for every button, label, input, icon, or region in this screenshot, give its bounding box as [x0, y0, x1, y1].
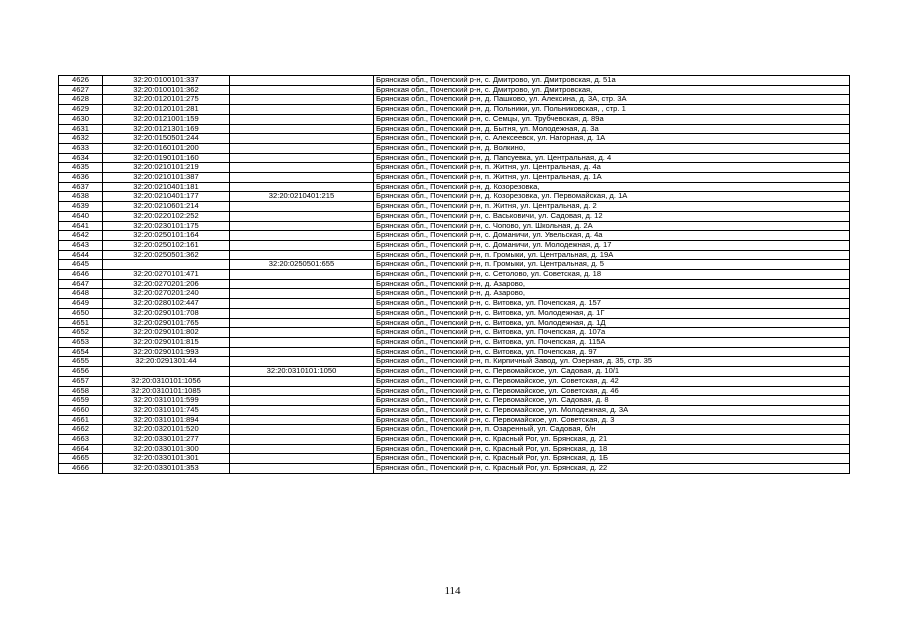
address-cell: Брянская обл., Почепский р-н, д. Папсуевка, ул. Центральная, д. 4 [374, 153, 850, 163]
table-row [59, 376, 850, 386]
table-row [59, 270, 850, 280]
row-number-cell: 4628 [59, 95, 103, 105]
address-cell: Брянская обл., Почепский р-н, с. Витовка, ул. Почепская, д. 97 [374, 347, 850, 357]
address-cell: Брянская обл., Почепский р-н, с. Алексеевск, ул. Нагорная, д. 1А [374, 134, 850, 144]
table-row [59, 105, 850, 115]
row-number-cell: 4664 [59, 444, 103, 454]
address-cell: Брянская обл., Почепский р-н, п. Житня, ул. Центральная, д. 1А [374, 173, 850, 183]
table-row [59, 337, 850, 347]
cadastral-number-cell: 32:20:0250102:161 [103, 240, 230, 250]
cadastral-number-cell: 32:20:0270201:206 [103, 279, 230, 289]
cadastral-number-cell: 32:20:0290101:765 [103, 318, 230, 328]
address-cell: Брянская обл., Почепский р-н, п. Житня, ул. Центральная, д. 4а [374, 163, 850, 173]
row-number-cell: 4633 [59, 143, 103, 153]
related-cadastral-number-cell [230, 95, 374, 105]
cadastral-number-cell: 32:20:0250501:362 [103, 250, 230, 260]
table-row [59, 240, 850, 250]
related-cadastral-number-cell [230, 347, 374, 357]
cadastral-number-cell: 32:20:0120101:281 [103, 105, 230, 115]
table-row [59, 347, 850, 357]
row-number-cell: 4640 [59, 211, 103, 221]
related-cadastral-number-cell [230, 386, 374, 396]
row-number-cell: 4635 [59, 163, 103, 173]
cadastral-number-cell: 32:20:0121301:169 [103, 124, 230, 134]
address-cell: Брянская обл., Почепский р-н, п. Озаренный, ул. Садовая, б/н [374, 425, 850, 435]
row-number-cell: 4629 [59, 105, 103, 115]
cadastral-number-cell: 32:20:0310101:1056 [103, 376, 230, 386]
table-row [59, 425, 850, 435]
row-number-cell: 4656 [59, 367, 103, 377]
related-cadastral-number-cell [230, 124, 374, 134]
cadastral-number-cell: 32:20:0330101:301 [103, 454, 230, 464]
table-row [59, 308, 850, 318]
related-cadastral-number-cell [230, 308, 374, 318]
cadastral-number-cell: 32:20:0290101:802 [103, 328, 230, 338]
row-number-cell: 4632 [59, 134, 103, 144]
row-number-cell: 4647 [59, 279, 103, 289]
row-number-cell: 4648 [59, 289, 103, 299]
row-number-cell: 4636 [59, 173, 103, 183]
row-number-cell: 4642 [59, 231, 103, 241]
table-row [59, 211, 850, 221]
address-cell: Брянская обл., Почепский р-н, д. Польники, ул. Польниковская, , стр. 1 [374, 105, 850, 115]
address-cell: Брянская обл., Почепский р-н, п. Житня, ул. Центральная, д. 2 [374, 202, 850, 212]
address-cell: Брянская обл., Почепский р-н, д. Азарово, [374, 289, 850, 299]
related-cadastral-number-cell [230, 153, 374, 163]
address-cell: Брянская обл., Почепский р-н, с. Красный Рог, ул. Брянская, д. 22 [374, 464, 850, 474]
row-number-cell: 4658 [59, 386, 103, 396]
related-cadastral-number-cell [230, 114, 374, 124]
row-number-cell: 4655 [59, 357, 103, 367]
address-cell: Брянская обл., Почепский р-н, с. Васьковичи, ул. Садовая, д. 12 [374, 211, 850, 221]
related-cadastral-number-cell [230, 240, 374, 250]
address-cell: Брянская обл., Почепский р-н, с. Первомайское, ул. Советская, д. 3 [374, 415, 850, 425]
related-cadastral-number-cell [230, 444, 374, 454]
cadastral-number-cell: 32:20:0100101:337 [103, 76, 230, 86]
address-cell: Брянская обл., Почепский р-н, с. Сетолово, ул. Советская, д. 18 [374, 270, 850, 280]
cadastral-number-cell: 32:20:0270101:471 [103, 270, 230, 280]
cadastral-number-cell: 32:20:0330101:277 [103, 435, 230, 445]
table-row [59, 153, 850, 163]
address-cell: Брянская обл., Почепский р-н, с. Витовка, ул. Молодежная, д. 1Г [374, 308, 850, 318]
cadastral-number-cell: 32:20:0310101:745 [103, 405, 230, 415]
cadastral-number-cell: 32:20:0270201:240 [103, 289, 230, 299]
address-cell: Брянская обл., Почепский р-н, с. Красный Рог, ул. Брянская, д. 18 [374, 444, 850, 454]
related-cadastral-number-cell [230, 173, 374, 183]
cadastral-number-cell: 32:20:0290101:708 [103, 308, 230, 318]
table-row [59, 464, 850, 474]
row-number-cell: 4665 [59, 454, 103, 464]
table-row [59, 405, 850, 415]
related-cadastral-number-cell [230, 396, 374, 406]
related-cadastral-number-cell [230, 299, 374, 309]
cadastral-number-cell: 32:20:0330101:300 [103, 444, 230, 454]
table-row [59, 289, 850, 299]
table-row [59, 328, 850, 338]
cadastral-number-cell: 32:20:0310101:894 [103, 415, 230, 425]
cadastral-number-cell: 32:20:0120101:275 [103, 95, 230, 105]
row-number-cell: 4662 [59, 425, 103, 435]
table-row [59, 231, 850, 241]
cadastral-number-cell: 32:20:0330101:353 [103, 464, 230, 474]
table-row [59, 192, 850, 202]
related-cadastral-number-cell [230, 105, 374, 115]
cadastral-number-cell: 32:20:0210401:177 [103, 192, 230, 202]
related-cadastral-number-cell [230, 85, 374, 95]
related-cadastral-number-cell [230, 163, 374, 173]
cadastral-number-cell: 32:20:0290101:815 [103, 337, 230, 347]
cadastral-number-cell: 32:20:0290101:993 [103, 347, 230, 357]
related-cadastral-number-cell [230, 328, 374, 338]
table-row [59, 221, 850, 231]
row-number-cell: 4650 [59, 308, 103, 318]
address-cell: Брянская обл., Почепский р-н, с. Красный Рог, ул. Брянская, д. 1Б [374, 454, 850, 464]
cadastral-number-cell: 32:20:0160101:200 [103, 143, 230, 153]
related-cadastral-number-cell [230, 134, 374, 144]
related-cadastral-number-cell: 32:20:0310101:1050 [230, 367, 374, 377]
address-cell: Брянская обл., Почепский р-н, д. Бытня, ул. Молодежная, д. 3а [374, 124, 850, 134]
row-number-cell: 4626 [59, 76, 103, 86]
table-row [59, 163, 850, 173]
address-cell: Брянская обл., Почепский р-н, с. Семцы, ул. Трубчевская, д. 89а [374, 114, 850, 124]
table-row [59, 367, 850, 377]
table-row [59, 396, 850, 406]
address-cell: Брянская обл., Почепский р-н, с. Витовка, ул. Почепская, д. 157 [374, 299, 850, 309]
cadastral-number-cell: 32:20:0190101:160 [103, 153, 230, 163]
table-row [59, 134, 850, 144]
address-cell: Брянская обл., Почепский р-н, с. Первомайское, ул. Садовая, д. 8 [374, 396, 850, 406]
table-row [59, 357, 850, 367]
table-row [59, 114, 850, 124]
address-cell: Брянская обл., Почепский р-н, с. Первомайское, ул. Советская, д. 46 [374, 386, 850, 396]
row-number-cell: 4639 [59, 202, 103, 212]
related-cadastral-number-cell [230, 279, 374, 289]
address-cell: Брянская обл., Почепский р-н, д. Волкино, [374, 143, 850, 153]
row-number-cell: 4630 [59, 114, 103, 124]
related-cadastral-number-cell [230, 357, 374, 367]
row-number-cell: 4651 [59, 318, 103, 328]
table-row [59, 202, 850, 212]
table-row [59, 435, 850, 445]
cadastral-number-cell: 32:20:0250101:164 [103, 231, 230, 241]
cadastral-number-cell: 32:20:0310101:1085 [103, 386, 230, 396]
address-cell: Брянская обл., Почепский р-н, с. Витовка, ул. Почепская, д. 107а [374, 328, 850, 338]
row-number-cell: 4645 [59, 260, 103, 270]
table-row [59, 299, 850, 309]
row-number-cell: 4637 [59, 182, 103, 192]
address-cell: Брянская обл., Почепский р-н, с. Чопово, ул. Школьная, д. 2А [374, 221, 850, 231]
address-cell: Брянская обл., Почепский р-н, д. Козорезовка, [374, 182, 850, 192]
row-number-cell: 4627 [59, 85, 103, 95]
row-number-cell: 4641 [59, 221, 103, 231]
table-row [59, 95, 850, 105]
table-row [59, 173, 850, 183]
address-cell: Брянская обл., Почепский р-н, с. Дмитрово, ул. Дмитровская, д. 51а [374, 76, 850, 86]
table-row [59, 444, 850, 454]
cadastral-number-cell: 32:20:0100101:362 [103, 85, 230, 95]
cadastral-number-cell [103, 260, 230, 270]
address-cell: Брянская обл., Почепский р-н, с. Доманичи, ул. Молодежная, д. 17 [374, 240, 850, 250]
register-body [59, 76, 850, 474]
page-number: 114 [444, 585, 461, 597]
table-row [59, 250, 850, 260]
related-cadastral-number-cell [230, 318, 374, 328]
table-row [59, 76, 850, 86]
cadastral-number-cell: 32:20:0280102:447 [103, 299, 230, 309]
cadastral-number-cell: 32:20:0320101:520 [103, 425, 230, 435]
row-number-cell: 4659 [59, 396, 103, 406]
related-cadastral-number-cell [230, 289, 374, 299]
table-row [59, 85, 850, 95]
table-row [59, 318, 850, 328]
row-number-cell: 4660 [59, 405, 103, 415]
related-cadastral-number-cell [230, 231, 374, 241]
related-cadastral-number-cell [230, 454, 374, 464]
row-number-cell: 4663 [59, 435, 103, 445]
row-number-cell: 4652 [59, 328, 103, 338]
property-register-table [58, 75, 850, 474]
address-cell: Брянская обл., Почепский р-н, с. Первомайское, ул. Советская, д. 42 [374, 376, 850, 386]
row-number-cell: 4644 [59, 250, 103, 260]
related-cadastral-number-cell [230, 425, 374, 435]
row-number-cell: 4638 [59, 192, 103, 202]
address-cell: Брянская обл., Почепский р-н, с. Витовка, ул. Почепская, д. 115А [374, 337, 850, 347]
table-row [59, 386, 850, 396]
related-cadastral-number-cell [230, 221, 374, 231]
cadastral-number-cell: 32:20:0310101:599 [103, 396, 230, 406]
cadastral-number-cell: 32:20:0210401:181 [103, 182, 230, 192]
related-cadastral-number-cell [230, 435, 374, 445]
related-cadastral-number-cell [230, 376, 374, 386]
related-cadastral-number-cell [230, 250, 374, 260]
address-cell: Брянская обл., Почепский р-н, п. Громыки, ул. Центральная, д. 19А [374, 250, 850, 260]
address-cell: Брянская обл., Почепский р-н, с. Витовка, ул. Молодежная, д. 1Д [374, 318, 850, 328]
table-row [59, 454, 850, 464]
related-cadastral-number-cell [230, 464, 374, 474]
related-cadastral-number-cell [230, 202, 374, 212]
row-number-cell: 4654 [59, 347, 103, 357]
row-number-cell: 4646 [59, 270, 103, 280]
row-number-cell: 4666 [59, 464, 103, 474]
related-cadastral-number-cell [230, 415, 374, 425]
table-row [59, 124, 850, 134]
address-cell: Брянская обл., Почепский р-н, с. Первомайское, ул. Садовая, д. 10/1 [374, 367, 850, 377]
row-number-cell: 4643 [59, 240, 103, 250]
related-cadastral-number-cell [230, 76, 374, 86]
related-cadastral-number-cell [230, 211, 374, 221]
row-number-cell: 4634 [59, 153, 103, 163]
cadastral-number-cell: 32:20:0210101:387 [103, 173, 230, 183]
related-cadastral-number-cell: 32:20:0250501:655 [230, 260, 374, 270]
address-cell: Брянская обл., Почепский р-н, с. Дмитрово, ул. Дмитровская, [374, 85, 850, 95]
related-cadastral-number-cell: 32:20:0210401:215 [230, 192, 374, 202]
address-cell: Брянская обл., Почепский р-н, д. Пашково, ул. Алексина, д. 3А, стр. 3А [374, 95, 850, 105]
related-cadastral-number-cell [230, 270, 374, 280]
address-cell: Брянская обл., Почепский р-н, п. Громыки, ул. Центральная, д. 5 [374, 260, 850, 270]
address-cell: Брянская обл., Почепский р-н, с. Красный Рог, ул. Брянская, д. 21 [374, 435, 850, 445]
cadastral-number-cell: 32:20:0121001:159 [103, 114, 230, 124]
row-number-cell: 4657 [59, 376, 103, 386]
related-cadastral-number-cell [230, 337, 374, 347]
address-cell: Брянская обл., Почепский р-н, п. Кирпичный Завод, ул. Озерная, д. 35, стр. 35 [374, 357, 850, 367]
cadastral-number-cell [103, 367, 230, 377]
table-row [59, 279, 850, 289]
related-cadastral-number-cell [230, 143, 374, 153]
cadastral-number-cell: 32:20:0150501:244 [103, 134, 230, 144]
table-row [59, 143, 850, 153]
cadastral-number-cell: 32:20:0291301:44 [103, 357, 230, 367]
cadastral-number-cell: 32:20:0210601:214 [103, 202, 230, 212]
table-row [59, 182, 850, 192]
row-number-cell: 4661 [59, 415, 103, 425]
cadastral-number-cell: 32:20:0220102:252 [103, 211, 230, 221]
related-cadastral-number-cell [230, 405, 374, 415]
related-cadastral-number-cell [230, 182, 374, 192]
table-row [59, 415, 850, 425]
address-cell: Брянская обл., Почепский р-н, с. Доманичи, ул. Увельская, д. 4а [374, 231, 850, 241]
address-cell: Брянская обл., Почепский р-н, д. Козорезовка, ул. Первомайская, д. 1А [374, 192, 850, 202]
address-cell: Брянская обл., Почепский р-н, с. Первомайское, ул. Молодежная, д. 3А [374, 405, 850, 415]
cadastral-number-cell: 32:20:0210101:219 [103, 163, 230, 173]
row-number-cell: 4631 [59, 124, 103, 134]
address-cell: Брянская обл., Почепский р-н, д. Азарово, [374, 279, 850, 289]
row-number-cell: 4653 [59, 337, 103, 347]
row-number-cell: 4649 [59, 299, 103, 309]
cadastral-number-cell: 32:20:0230101:175 [103, 221, 230, 231]
table-row [59, 260, 850, 270]
